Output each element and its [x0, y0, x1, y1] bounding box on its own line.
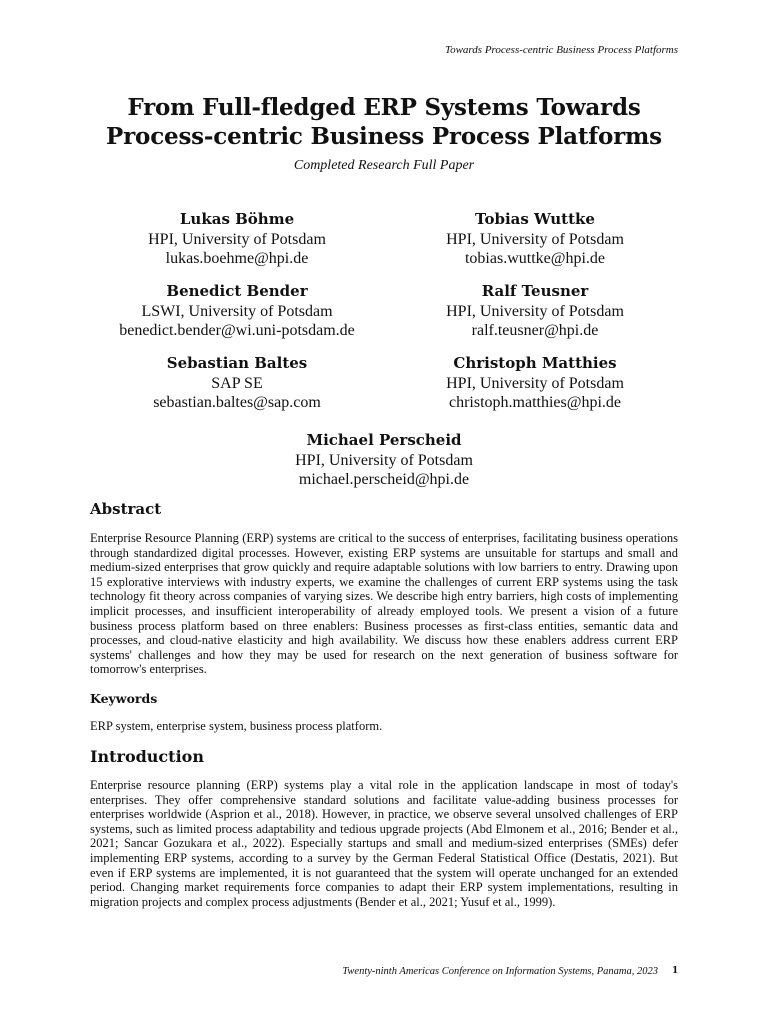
author-affiliation: HPI, University of Potsdam	[446, 302, 624, 320]
author-email[interactable]: michael.perscheid@hpi.de	[298, 471, 470, 488]
author-affiliation: HPI, University of Potsdam	[295, 451, 473, 469]
author-name: Benedict Bender	[166, 282, 308, 300]
author-affiliation: LSWI, University of Potsdam	[141, 302, 333, 320]
paper-subtitle: Completed Research Full Paper	[293, 158, 475, 173]
title-line-2: Process-centric Business Process Platforms	[106, 123, 662, 150]
author-block	[87, 282, 387, 341]
author-block	[385, 282, 685, 341]
author-affiliation: HPI, University of Potsdam	[446, 374, 624, 392]
author-block	[385, 354, 685, 413]
introduction-heading: Introduction	[90, 747, 204, 766]
author-email[interactable]: christoph.matthies@hpi.de	[448, 394, 622, 411]
introduction-text: Enterprise resource planning (ERP) systems play a vital role in the application landscape in most of today's enterprises. They offer comprehensive standard solutions and facilitate value-adding business processes for enterprises worldwide (Asprion et al., 2018). However, in practice, we observe several unsolved challenges of ERP systems, such as limited process adaptability and tedious upgrade projects (Abd Elmonem et al., 2016; Bender et al., 2021; Sancar Gozukara et al., 2022). Especially startups and small and medium-sized enterprises (SMEs) defer implementing ERP systems, according to a survey by the German Federal Statistical Office (Destatis, 2021). But even if ERP systems are implemented, it is not guaranteed that the system will operate unchanged for an extended period. Changing market requirements force companies to adapt their ERP system implementations, resulting in migration projects and complex process adjustments (Bender et al., 2021; Yusuf et al., 1999).	[90, 778, 678, 909]
author-block	[87, 354, 387, 413]
author-name: Christoph Matthies	[453, 354, 617, 372]
author-affiliation: HPI, University of Potsdam	[446, 230, 624, 248]
author-email[interactable]: sebastian.baltes@sap.com	[153, 394, 321, 411]
page-number: 1	[672, 966, 679, 976]
author-block	[385, 210, 685, 269]
author-affiliation: HPI, University of Potsdam	[148, 230, 326, 248]
author-block	[87, 210, 387, 269]
author-name: Michael Perscheid	[306, 431, 462, 449]
author-name: Tobias Wuttke	[475, 210, 595, 228]
author-name: Ralf Teusner	[481, 282, 589, 300]
author-block	[234, 431, 534, 490]
abstract-text: Enterprise Resource Planning (ERP) systems are critical to the success of enterprises, facilitating business operations through standardized digital processes. However, existing ERP systems are unsuitable for startups and small and medium-sized enterprises that grow quickly and require adaptable solutions with low barriers to entry. Drawing upon 15 explorative interviews with industry experts, we examine the challenges of current ERP systems using the task technology fit theory across companies of varying sizes. We describe high entry barriers, high costs of implementing implicit processes, and insufficient interoperability of already employed tools. We present a vision of a future business process platform based on three enablers: Business processes as first-class entities, semantic data and processes, and cloud-native elasticity and high availability. We discuss how these enablers address current ERP systems' challenges and how they may be used for research on the next generation of business software for tomorrow's enterprises.	[90, 531, 678, 677]
page-footer: Twenty-ninth Americas Conference on Information Systems, Panama, 2023	[342, 966, 658, 977]
paper-title	[60, 93, 708, 151]
running-header: Towards Process-centric Business Process Platforms	[444, 44, 678, 56]
title-line-1: From Full-fledged ERP Systems Towards	[127, 94, 641, 121]
keywords-heading: Keywords	[90, 691, 158, 706]
author-email[interactable]: benedict.bender@wi.uni-potsdam.de	[119, 322, 355, 339]
author-name: Lukas Böhme	[179, 210, 295, 228]
author-email[interactable]: ralf.teusner@hpi.de	[471, 322, 599, 339]
author-affiliation: SAP SE	[211, 374, 263, 392]
author-email[interactable]: lukas.boehme@hpi.de	[165, 250, 309, 267]
author-email[interactable]: tobias.wuttke@hpi.de	[464, 250, 606, 267]
abstract-heading: Abstract	[90, 500, 162, 518]
keywords-text: ERP system, enterprise system, business process platform.	[90, 719, 383, 733]
author-name: Sebastian Baltes	[166, 354, 308, 372]
